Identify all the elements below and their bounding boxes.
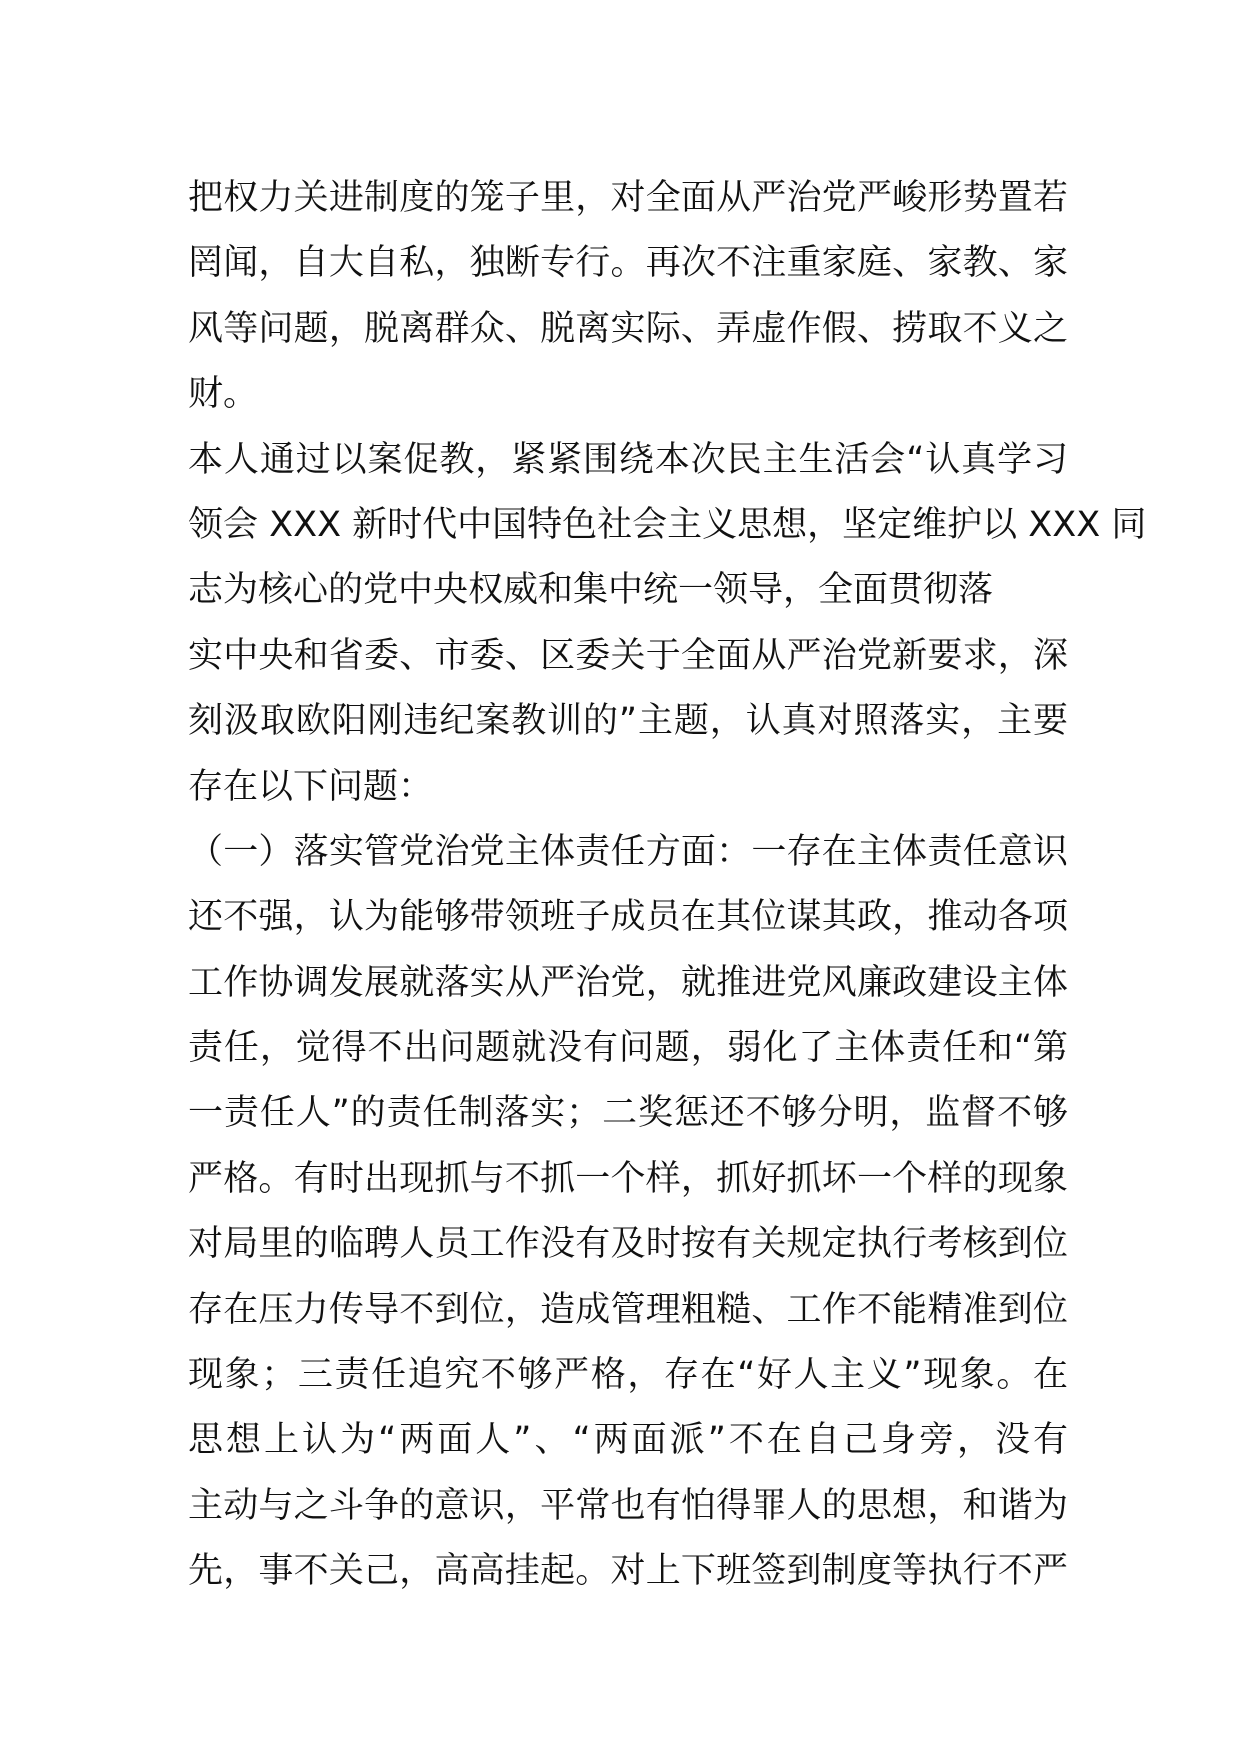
text-line: 志为核心的党中央权威和集中统一领导，全面贯彻落 <box>188 570 994 611</box>
text-line: 责任，觉得不出问题就没有问题，弱化了主体责任和“第 <box>188 1028 1068 1069</box>
text-line: 对局里的临聘人员工作没有及时按有关规定执行考核到位 <box>188 1224 1068 1265</box>
text-line: 风等问题，脱离群众、脱离实际、弄虚作假、捞取不义之 <box>188 308 1068 349</box>
text-line: 存在压力传导不到位，造成管理粗糙、工作不能精准到位 <box>188 1289 1068 1330</box>
text-line: 现象；三责任追究不够严格，存在“好人主义”现象。在 <box>188 1355 1068 1396</box>
text-line: 还不强，认为能够带领班子成员在其位谋其政，推动各项 <box>188 897 1068 938</box>
text-line: 实中央和省委、市委、区委关于全面从严治党新要求，深 <box>188 635 1068 676</box>
text-line: 主动与之斗争的意识，平常也有怕得罪人的思想，和谐为 <box>188 1485 1068 1526</box>
text-line: 本人通过以案促教，紧紧围绕本次民主生活会“认真学习 <box>188 439 1068 480</box>
text-line: 领会 XXX 新时代中国特色社会主义思想，坚定维护以 XXX 同 <box>188 504 1147 545</box>
text-line: 严格。有时出现抓与不抓一个样，抓好抓坏一个样的现象 <box>188 1158 1068 1199</box>
text-line: 刻汲取欧阳刚违纪案教训的”主题，认真对照落实，主要 <box>188 701 1068 742</box>
text-line: 存在以下问题： <box>188 766 434 807</box>
text-line: （一）落实管党治党主体责任方面：一存在主体责任意识 <box>188 831 1068 872</box>
text-line: 一责任人”的责任制落实；二奖惩还不够分明，监督不够 <box>188 1093 1068 1134</box>
text-line: 罔闻，自大自私，独断专行。再次不注重家庭、家教、家 <box>188 243 1068 284</box>
body-text <box>188 166 1147 1605</box>
text-line: 思想上认为“两面人”、“两面派”不在自己身旁，没有 <box>188 1420 1068 1461</box>
text-line: 财。 <box>188 374 259 415</box>
text-line: 先，事不关己，高高挂起。对上下班签到制度等执行不严 <box>188 1551 1068 1592</box>
text-line: 工作协调发展就落实从严治党，就推进党风廉政建设主体 <box>188 962 1068 1003</box>
text-line: 把权力关进制度的笼子里，对全面从严治党严峻形势置若 <box>188 178 1068 218</box>
